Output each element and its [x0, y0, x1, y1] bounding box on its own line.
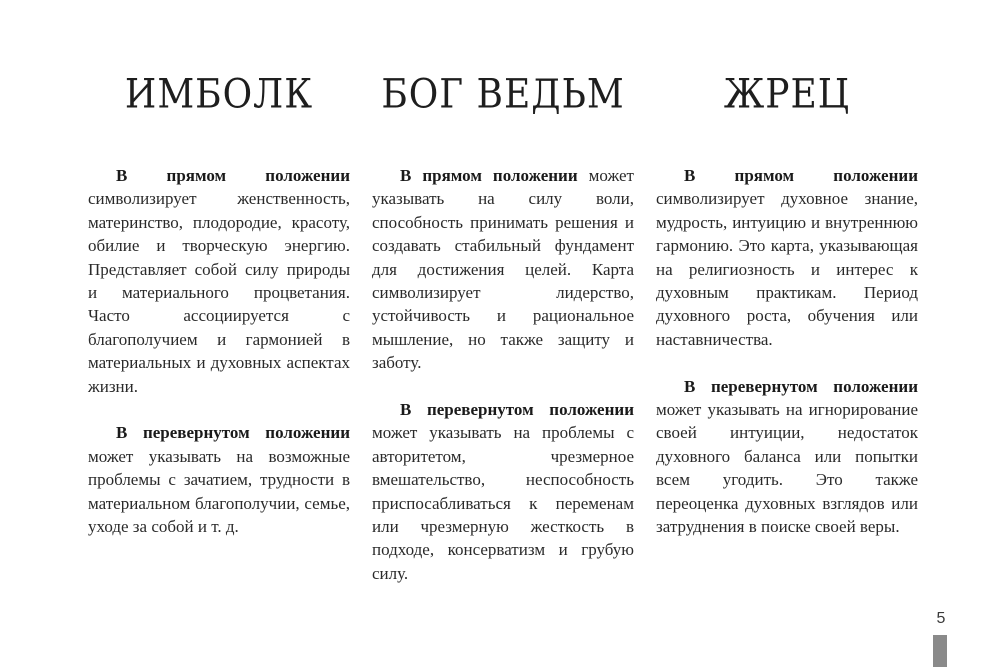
upright-lead: В прямом положении: [400, 166, 578, 185]
reversed-lead: В перевернутом положении: [684, 376, 918, 396]
reversed-meaning: [656, 375, 918, 539]
card-description: [656, 164, 918, 538]
reversed-lead: В перевернутом положении: [116, 423, 350, 443]
reversed-text: может указывать на игнорирование своей интуиции, недостаток духовного баланса или попытки всем угодить. Это также переоценка духовных взглядов или затруднения в поиске своей веры.: [656, 400, 918, 537]
upright-lead: В прямом положении: [684, 166, 918, 185]
reversed-text: может указывать на проблемы с авторитетом, чрезмерное вмешательство, неспособность приспосабливаться к переменам или чрезмерную жесткость в подходе, консерватизм и грубую силу.: [372, 423, 634, 583]
upright-text: символизирует женственность, материнство, плодородие, красоту, обилие и творческую энергию. Представляет собой силу природы и материального процветания. Часто ассоциируется с благополучием и гармонией в материальных и духовных аспектах жизни.: [88, 189, 350, 396]
upright-meaning: [372, 164, 634, 375]
reversed-lead: В перевернутом положении: [400, 400, 634, 420]
card-title: ЖРЕЦ: [723, 71, 851, 118]
card-description: [372, 164, 634, 585]
upright-meaning: [88, 164, 350, 398]
reversed-text: может указывать на возможные проблемы с зачатием, трудности в материальном благополучии, семье, уходе за собой и т. д.: [88, 446, 350, 537]
card-title: ИМБОЛК: [124, 71, 314, 118]
upright-text: символизирует духовное знание, мудрость, интуицию и внутреннюю гармонию. Это карта, указывающая на религиозность и интерес к духовным практикам. Период духовного роста, обучения или наставничества.: [656, 189, 918, 349]
card-description: [88, 164, 350, 538]
reversed-meaning: [372, 398, 634, 585]
page-edge-tab: [933, 635, 947, 667]
card-title: БОГ ВЕДЬМ: [381, 71, 625, 118]
reversed-meaning: [88, 421, 350, 538]
upright-text: может указывать на силу воли, способность принимать решения и создавать стабильный фундамент для достижения целей. Карта символизирует лидерство, устойчивость и рациональное мышление, но также защиту и заботу.: [372, 166, 634, 373]
page-number: 5: [936, 610, 946, 627]
upright-lead: В прямом положении: [116, 166, 350, 185]
upright-meaning: [656, 164, 918, 351]
